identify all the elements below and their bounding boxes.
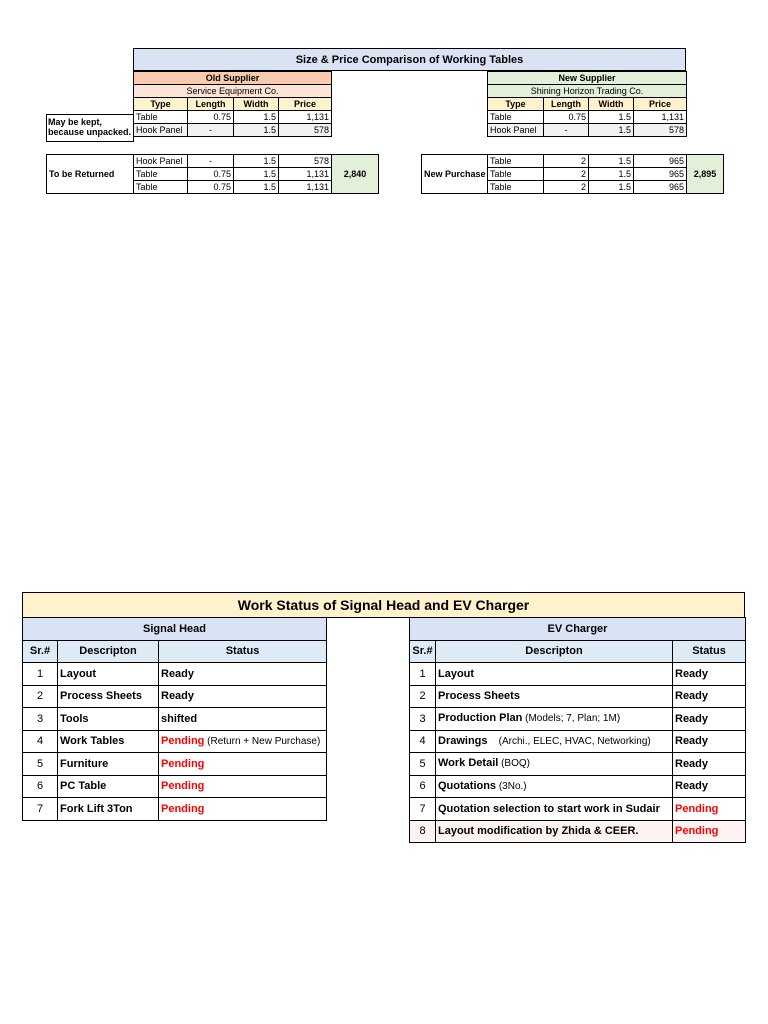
cell-description: Furniture <box>58 753 159 776</box>
old-supplier-company: Service Equipment Co. <box>134 85 332 98</box>
cell-length: - <box>188 155 234 168</box>
cell-sr: 1 <box>23 663 58 686</box>
table-row <box>134 111 332 124</box>
table-row <box>410 798 746 821</box>
signal-head-label: Signal Head <box>23 618 327 641</box>
cell-price: 1,131 <box>634 111 687 124</box>
cell-length: - <box>544 124 589 137</box>
desc-text: Quotation selection to start work in Sudair <box>438 802 660 815</box>
cell-width: 1.5 <box>234 168 279 181</box>
cell-sr: 5 <box>410 753 436 776</box>
cell-description <box>436 798 673 821</box>
old-column-headers <box>134 98 332 111</box>
cell-width: 1.5 <box>589 181 634 194</box>
cell-sr: 7 <box>410 798 436 821</box>
cell-width: 1.5 <box>589 124 634 137</box>
cell-description <box>436 775 673 798</box>
cell-status: Pending <box>159 798 327 821</box>
cell-description: Work Tables <box>58 730 159 753</box>
cell-sr: 6 <box>410 775 436 798</box>
purchase-label: New Purchase <box>422 155 488 194</box>
cell-length: 0.75 <box>544 111 589 124</box>
cell-sr: 5 <box>23 753 58 776</box>
cell-length: 0.75 <box>188 168 234 181</box>
cell-sr: 1 <box>410 663 436 686</box>
cell-type: Table <box>134 181 188 194</box>
cell-sr: 2 <box>23 685 58 708</box>
cell-status: Ready <box>673 685 746 708</box>
cell-description <box>436 730 673 753</box>
col-price: Price <box>634 98 687 111</box>
cell-length: 0.75 <box>188 181 234 194</box>
cell-width: 1.5 <box>234 124 279 137</box>
cell-description <box>436 663 673 686</box>
cell-sr: 2 <box>410 685 436 708</box>
cell-status: Pending <box>673 820 746 843</box>
table-row <box>410 753 746 776</box>
cell-description: Process Sheets <box>58 685 159 708</box>
cell-type: Hook Panel <box>134 155 188 168</box>
cell-type: Table <box>134 111 188 124</box>
col-width: Width <box>589 98 634 111</box>
cell-type: Table <box>134 168 188 181</box>
desc-text: Production Plan <box>438 712 523 725</box>
cell-type: Hook Panel <box>134 124 188 137</box>
table-row <box>134 124 332 137</box>
col-length: Length <box>544 98 589 111</box>
cell-sr: 7 <box>23 798 58 821</box>
col-status: Status <box>673 640 746 663</box>
cell-type: Table <box>488 168 544 181</box>
kept-note-line2: because unpacked. <box>48 127 132 137</box>
desc-text: Work Detail <box>438 757 499 770</box>
table-row <box>23 730 327 753</box>
table-row <box>422 155 724 168</box>
desc-text: Process Sheets <box>438 690 520 703</box>
table-row <box>23 685 327 708</box>
cell-type: Hook Panel <box>488 124 544 137</box>
table-row <box>410 775 746 798</box>
desc-text: Layout modification by Zhida & CEER. <box>438 825 639 838</box>
cell-price: 1,131 <box>279 181 332 194</box>
cell-price: 1,131 <box>279 111 332 124</box>
cell-status <box>159 730 327 753</box>
cell-width: 1.5 <box>234 181 279 194</box>
cell-price: 965 <box>634 168 687 181</box>
table-row <box>23 753 327 776</box>
new-supplier-table <box>487 71 687 137</box>
table-row <box>23 775 327 798</box>
cell-width: 1.5 <box>589 155 634 168</box>
purchase-table <box>421 154 724 194</box>
old-supplier-table <box>133 71 332 137</box>
col-description: Descripton <box>436 640 673 663</box>
col-status: Status <box>159 640 327 663</box>
cell-width: 1.5 <box>589 168 634 181</box>
cell-price: 965 <box>634 155 687 168</box>
table-row <box>47 155 379 168</box>
cell-status: Ready <box>673 753 746 776</box>
col-price: Price <box>279 98 332 111</box>
table-row <box>23 663 327 686</box>
cell-price: 578 <box>634 124 687 137</box>
cell-description: Tools <box>58 708 159 731</box>
returned-label: To be Returned <box>47 155 134 194</box>
purchase-total: 2,895 <box>687 155 724 194</box>
ev-charger-table <box>409 617 746 843</box>
cell-length: 2 <box>544 168 589 181</box>
table-row <box>410 663 746 686</box>
desc-text: Quotations <box>438 779 497 792</box>
cell-length: 0.75 <box>188 111 234 124</box>
new-supplier-company: Shining Horizon Trading Co. <box>488 85 687 98</box>
col-sr: Sr.# <box>410 640 436 663</box>
desc-note: (3No.) <box>496 780 527 792</box>
returned-total: 2,840 <box>332 155 379 194</box>
cell-status: Pending <box>159 775 327 798</box>
col-sr: Sr.# <box>23 640 58 663</box>
cell-status: Ready <box>159 663 327 686</box>
cell-description <box>436 753 673 776</box>
cell-type: Table <box>488 155 544 168</box>
cell-type: Table <box>488 111 544 124</box>
cell-length: 2 <box>544 155 589 168</box>
new-supplier-label: New Supplier <box>488 72 687 85</box>
comparison-title: Size & Price Comparison of Working Tables <box>133 48 686 71</box>
cell-sr: 8 <box>410 820 436 843</box>
cell-width: 1.5 <box>234 155 279 168</box>
cell-description <box>436 708 673 731</box>
table-row <box>488 111 687 124</box>
cell-type: Table <box>488 181 544 194</box>
cell-price: 965 <box>634 181 687 194</box>
cell-width: 1.5 <box>589 111 634 124</box>
kept-note-line1: May be kept, <box>48 117 103 127</box>
col-description: Descripton <box>58 640 159 663</box>
cell-sr: 3 <box>410 708 436 731</box>
cell-price: 578 <box>279 155 332 168</box>
cell-width: 1.5 <box>234 111 279 124</box>
cell-status: Ready <box>159 685 327 708</box>
col-type: Type <box>488 98 544 111</box>
cell-sr: 3 <box>23 708 58 731</box>
cell-length: - <box>188 124 234 137</box>
desc-note: (Models; 7, Plan; 1M) <box>522 713 621 725</box>
cell-length: 2 <box>544 181 589 194</box>
desc-note: (Archi., ELEC, HVAC, Networking) <box>487 735 651 747</box>
table-row <box>410 820 746 843</box>
returned-table <box>46 154 379 194</box>
cell-status: Pending <box>159 753 327 776</box>
cell-sr: 6 <box>23 775 58 798</box>
table-row <box>488 124 687 137</box>
ev-charger-label: EV Charger <box>410 618 746 641</box>
table-row <box>23 708 327 731</box>
cell-status: shifted <box>159 708 327 731</box>
cell-price: 578 <box>279 124 332 137</box>
status-pending: Pending <box>161 734 205 747</box>
cell-status: Pending <box>673 798 746 821</box>
table-row <box>410 708 746 731</box>
cell-status: Ready <box>673 730 746 753</box>
table-row <box>23 798 327 821</box>
desc-note: (BOQ) <box>498 758 530 770</box>
kept-note <box>46 114 134 142</box>
col-type: Type <box>134 98 188 111</box>
old-supplier-label: Old Supplier <box>134 72 332 85</box>
cell-sr: 4 <box>23 730 58 753</box>
signal-head-columns <box>23 640 327 663</box>
signal-head-table <box>22 617 327 821</box>
cell-description: Fork Lift 3Ton <box>58 798 159 821</box>
cell-sr: 4 <box>410 730 436 753</box>
cell-description: PC Table <box>58 775 159 798</box>
cell-description <box>436 685 673 708</box>
ev-charger-columns <box>410 640 746 663</box>
status-note: (Return + New Purchase) <box>204 735 321 747</box>
cell-status: Ready <box>673 663 746 686</box>
col-length: Length <box>188 98 234 111</box>
col-width: Width <box>234 98 279 111</box>
new-column-headers <box>488 98 687 111</box>
cell-status: Ready <box>673 775 746 798</box>
cell-price: 1,131 <box>279 168 332 181</box>
table-row <box>410 730 746 753</box>
cell-description: Layout <box>58 663 159 686</box>
cell-status: Ready <box>673 708 746 731</box>
cell-description <box>436 820 673 843</box>
desc-text: Drawings <box>438 734 488 747</box>
work-status-title: Work Status of Signal Head and EV Charger <box>22 592 745 618</box>
table-row <box>410 685 746 708</box>
desc-text: Layout <box>438 667 475 680</box>
